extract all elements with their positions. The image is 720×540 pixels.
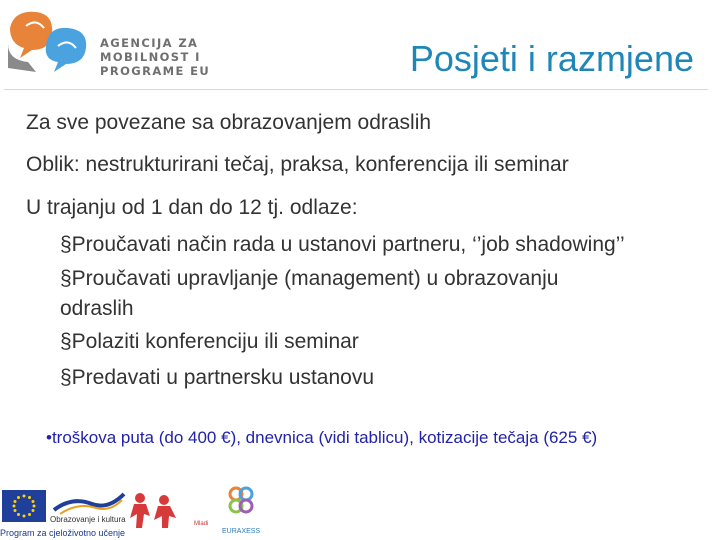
body-line: U trajanju od 1 dan do 12 tj. odlaze:	[26, 196, 358, 219]
youth-program-label: Mladi	[194, 521, 209, 527]
eu-flag-icon	[2, 490, 46, 522]
logo-line: AGENCIJA ZA	[100, 36, 199, 50]
bullet-item: §Proučavati način rada u ustanovi partneru, ‘’job shadowing’’	[60, 233, 625, 256]
logo-line: MOBILNOST I	[100, 50, 201, 64]
eu-program-label: Program za cjeloživotno učenje	[0, 528, 126, 538]
bullet-item: §Predavati u partnersku ustanovu	[60, 366, 375, 389]
costs-note: •troškova puta (do 400 €), dnevnica (vidi tablicu), kotizacije tečaja (625 €)	[46, 428, 598, 447]
slide-title: Posjeti i razmjene	[409, 38, 694, 79]
logo-line: PROGRAME EU	[100, 64, 211, 78]
agency-logo-icon	[6, 6, 98, 82]
bullet-item: §Proučavati upravljanje (management) u obrazovanju	[60, 267, 559, 290]
lifelong-learning-label: Obrazovanje i kultura	[50, 515, 126, 524]
bullet-item: §Polaziti konferenciju ili seminar	[60, 330, 359, 353]
euraxess-label: EURAXESS	[222, 528, 261, 535]
body-line: Oblik: nestrukturirani tečaj, praksa, konferencija ili seminar	[26, 153, 569, 176]
euraxess-logo-icon	[218, 486, 264, 526]
title-divider	[4, 89, 708, 90]
body-line: Za sve povezane sa obrazovanjem odraslih	[26, 111, 432, 134]
youth-program-logo-icon	[126, 490, 192, 530]
agency-logo-text	[100, 36, 210, 78]
bullet-item-continuation: odraslih	[60, 297, 134, 320]
